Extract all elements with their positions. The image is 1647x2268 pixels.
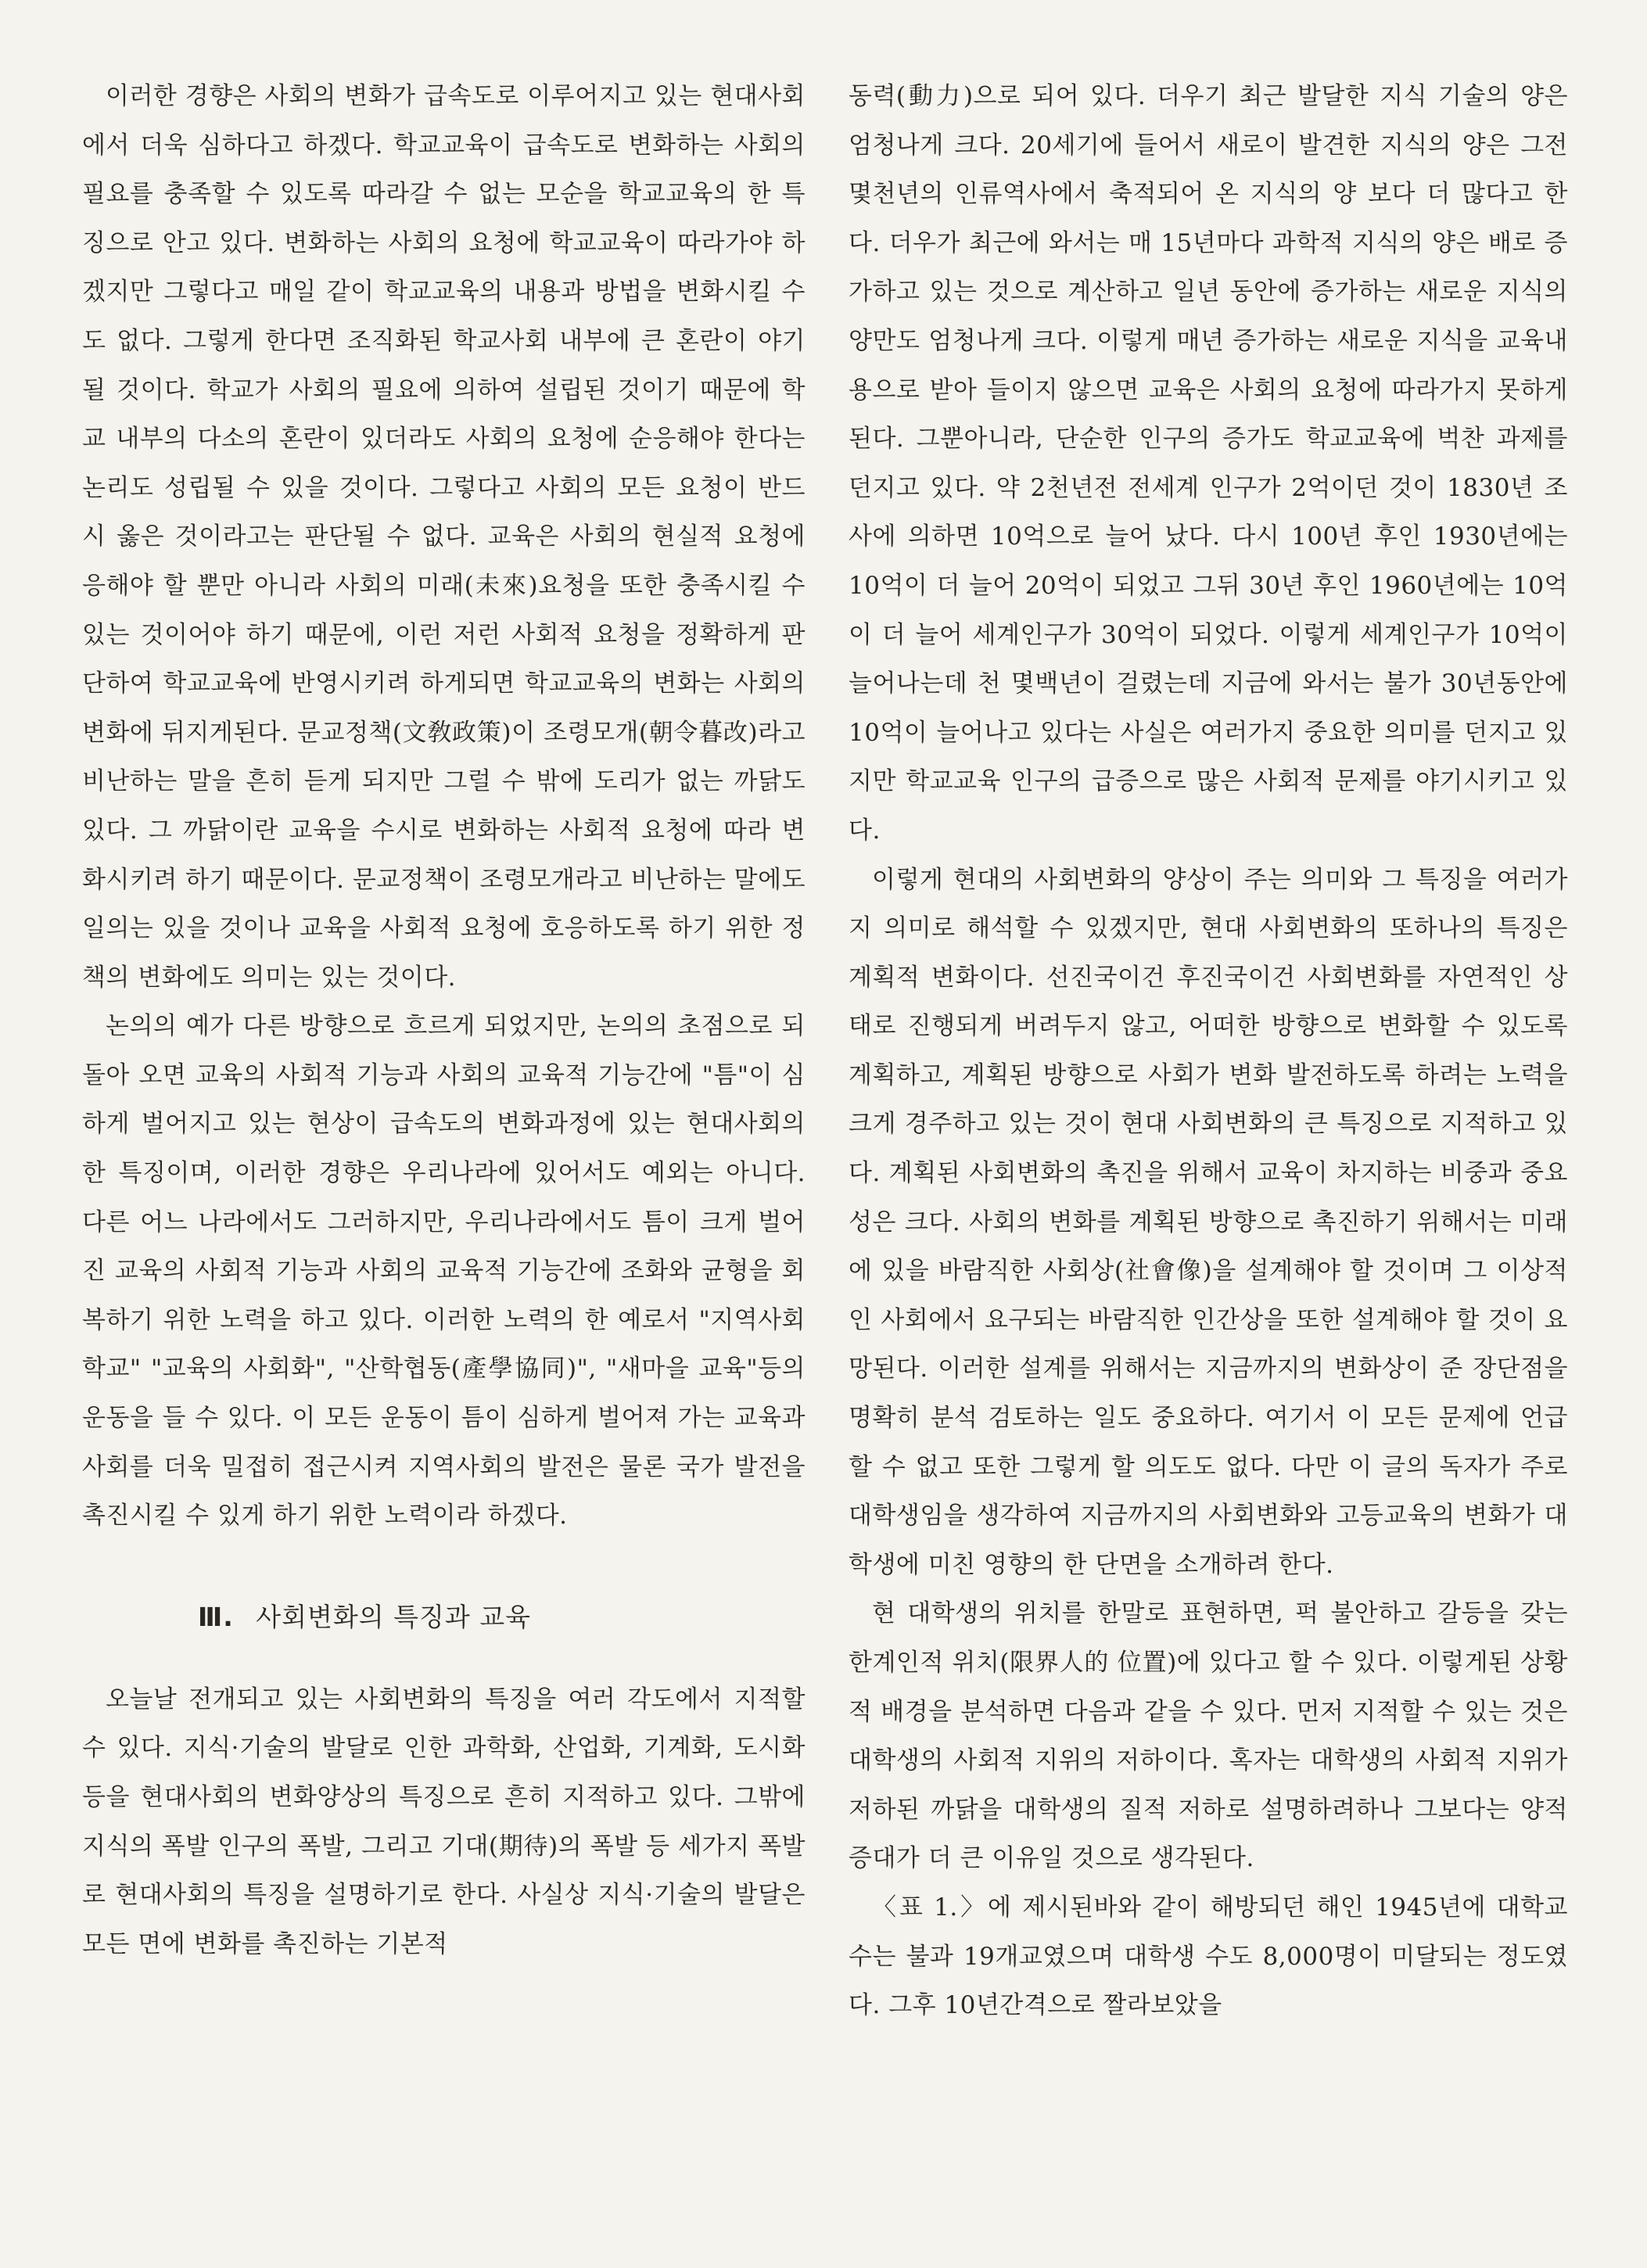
right-column xyxy=(849,72,1568,2030)
body-paragraph: 〈표 1.〉에 제시된바와 같이 해방되던 해인 1945년에 대학교 수는 불과 19개교였으며 대학생 수도 8,000명이 미달되는 정도였다. 그후 10년간격으로 짤라보았을 xyxy=(849,1893,1568,2020)
section-title: 사회변화의 특징과 교육 xyxy=(256,1601,531,1632)
body-paragraph: 오늘날 전개되고 있는 사회변화의 특징을 여러 각도에서 지적할 수 있다. 지식·기술의 발달로 인한 과학화, 산업화, 기계화, 도시화등을 현대사회의 변화양상의 특징으로 흔히 지적하고 있다. 그밖에 지식의 폭발 인구의 폭발, 그리고 기대(期待)의 폭발 등 세가지 폭발로 현대사회의 특징을 설명하기로 한다. 사실상 지식·기술의 발달은 모든 면에 변화를 촉진하는 기본적 xyxy=(82,1685,806,1958)
body-paragraph: 이렇게 현대의 사회변화의 양상이 주는 의미와 그 특징을 여러가지 의미로 해석할 수 있겠지만, 현대 사회변화의 또하나의 특징은 계획적 변화이다. 선진국이건 후진국이건 사회변화를 자연적인 상태로 진행되게 버려두지 않고, 어떠한 방향으로 변화할 수 있도록 계획하고, 계획된 방향으로 사회가 변화 발전하도록 하려는 노력을 크게 경주하고 있는 것이 현대 사회변화의 큰 특징으로 지적하고 있다. 계획된 사회변화의 촉진을 위해서 교육이 차지하는 비중과 중요성은 크다. 사회의 변화를 계획된 방향으로 촉진하기 위해서는 미래에 있을 바람직한 사회상(社會像)을 설계해야 할 것이며 그 이상적인 사회에서 요구되는 바람직한 인간상을 또한 설계해야 할 것이 요망된다. 이러한 설계를 위해서는 지금까지의 변화상이 준 장단점을 명확히 분석 검토하는 일도 중요하다. 여기서 이 모든 문제에 언급할 수 없고 또한 그렇게 할 의도도 없다. 다만 이 글의 독자가 주로 대학생임을 생각하여 지금까지의 사회변화와 고등교육의 변화가 대학생에 미친 영향의 한 단면을 소개하려 한다. xyxy=(849,865,1568,1579)
body-paragraph: 논의의 예가 다른 방향으로 흐르게 되었지만, 논의의 초점으로 되돌아 오면 교육의 사회적 기능과 사회의 교육적 기능간에 "틈"이 심하게 벌어지고 있는 현상이 급속도의 변화과정에 있는 현대사회의 한 특징이며, 이러한 경향은 우리나라에 있어서도 예외는 아니다. 다른 어느 나라에서도 그러하지만, 우리나라에서도 틈이 크게 벌어진 교육의 사회적 기능과 사회의 교육적 기능간에 조화와 균형을 회복하기 위한 노력을 하고 있다. 이러한 노력의 한 예로서 "지역사회 학교" "교육의 사회화", "산학협동(產學協同)", "새마을 교육"등의 운동을 들 수 있다. 이 모든 운동이 틈이 심하게 벌어져 가는 교육과 사회를 더욱 밀접히 접근시켜 지역사회의 발전은 물론 국가 발전을 촉진시킬 수 있게 하기 위한 노력이라 하겠다. xyxy=(82,1012,806,1531)
section-number: Ⅲ. xyxy=(198,1601,234,1632)
body-paragraph: 현 대학생의 위치를 한말로 표현하면, 퍽 불안하고 갈등을 갖는 한계인적 위치(限界人的 位置)에 있다고 할 수 있다. 이렇게된 상황적 배경을 분석하면 다음과 같을 수 있다. 먼저 지적할 수 있는 것은 대학생의 사회적 지위의 저하이다. 혹자는 대학생의 사회적 지위가 저하된 까닭을 대학생의 질적 저하로 설명하려하나 그보다는 양적 증대가 더 큰 이유일 것으로 생각된다. xyxy=(849,1599,1568,1873)
section-heading xyxy=(82,1602,806,1633)
body-paragraph: 동력(動力)으로 되어 있다. 더우기 최근 발달한 지식 기술의 양은 엄청나게 크다. 20세기에 들어서 새로이 발견한 지식의 양은 그전 몇천년의 인류역사에서 축적되어 온 지식의 양 보다 더 많다고 한다. 더우가 최근에 와서는 매 15년마다 과학적 지식의 양은 배로 증가하고 있는 것으로 계산하고 일년 동안에 증가하는 새로운 지식의 양만도 엄청나게 크다. 이렇게 매년 증가하는 새로운 지식을 교육내용으로 받아 들이지 않으면 교육은 사회의 요청에 따라가지 못하게 된다. 그뿐아니라, 단순한 인구의 증가도 학교교육에 벅찬 과제를 던지고 있다. 약 2천년전 전세계 인구가 2억이던 것이 1830년 조사에 의하면 10억으로 늘어 났다. 다시 100년 후인 1930년에는 10억이 더 늘어 20억이 되었고 그뒤 30년 후인 1960년에는 10억이 더 늘어 세계인구가 30억이 되었다. 이렇게 세계인구가 10억이 늘어나는데 천 몇백년이 걸렸는데 지금에 와서는 불가 30년동안에 10억이 늘어나고 있다는 사실은 여러가지 중요한 의미를 던지고 있지만 학교교육 인구의 급증으로 많은 사회적 문제를 야기시키고 있다. xyxy=(849,82,1568,845)
body-paragraph: 이러한 경향은 사회의 변화가 급속도로 이루어지고 있는 현대사회에서 더욱 심하다고 하겠다. 학교교육이 급속도로 변화하는 사회의 필요를 충족할 수 있도록 따라갈 수 없는 모순을 학교교육의 한 특징으로 안고 있다. 변화하는 사회의 요청에 학교교육이 따라가야 하겠지만 그렇다고 매일 같이 학교교육의 내용과 방법을 변화시킬 수도 없다. 그렇게 한다면 조직화된 학교사회 내부에 큰 혼란이 야기될 것이다. 학교가 사회의 필요에 의하여 설립된 것이기 때문에 학교 내부의 다소의 혼란이 있더라도 사회의 요청에 순응해야 한다는 논리도 성립될 수 있을 것이다. 그렇다고 사회의 모든 요청이 반드시 옳은 것이라고는 판단될 수 없다. 교육은 사회의 현실적 요청에 응해야 할 뿐만 아니라 사회의 미래(未來)요청을 또한 충족시킬 수 있는 것이어야 하기 때문에, 이런 저런 사회적 요청을 정확하게 판단하여 학교교육에 반영시키려 하게되면 학교교육의 변화는 사회의 변화에 뒤지게된다. 문교정책(文敎政策)이 조령모개(朝令暮改)라고 비난하는 말을 흔히 듣게 되지만 그럴 수 밖에 도리가 없는 까닭도 있다. 그 까닭이란 교육을 수시로 변화하는 사회적 요청에 따라 변화시키려 하기 때문이다. 문교정책이 조령모개라고 비난하는 말에도 일의는 있을 것이나 교육을 사회적 요청에 호응하도록 하기 위한 정책의 변화에도 의미는 있는 것이다. xyxy=(82,82,806,992)
left-column xyxy=(82,72,806,1968)
